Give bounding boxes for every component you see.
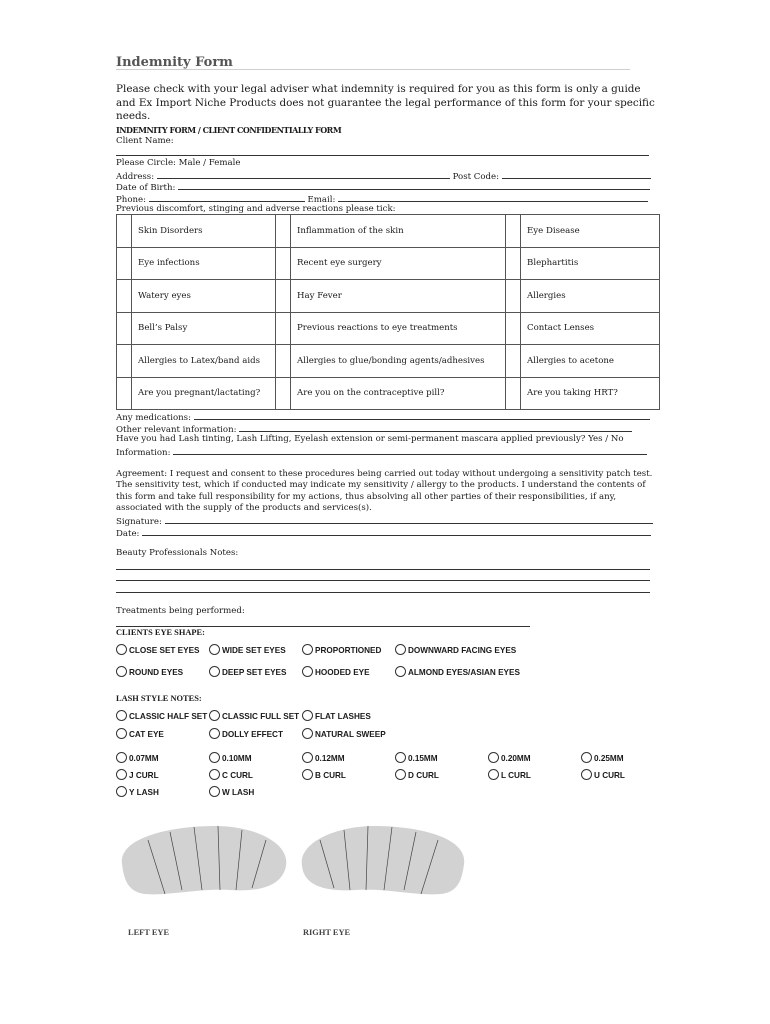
eye-shape-option[interactable]	[209, 644, 286, 657]
condition-cell: Blephartitis	[521, 247, 660, 280]
option-label: DEEP SET EYES	[222, 668, 287, 677]
tick-box[interactable]	[117, 312, 132, 345]
option-label: CLOSE SET EYES	[129, 646, 200, 655]
condition-cell: Bell’s Palsy	[132, 312, 276, 345]
option-label: L CURL	[501, 771, 531, 780]
phone-label: Phone:	[116, 195, 147, 205]
tick-box[interactable]	[117, 377, 132, 410]
option-label: U CURL	[594, 771, 625, 780]
address-field[interactable]	[157, 170, 450, 179]
radio-icon	[302, 752, 313, 763]
condition-cell: Are you pregnant/lactating?	[132, 377, 276, 410]
lash-type-option[interactable]	[116, 786, 159, 799]
radio-icon	[209, 728, 220, 739]
information-label: Information:	[116, 448, 171, 458]
lash-history-question: Have you had Lash tinting, Lash Lifting, Eyelash extension or semi-permanent mascara applied previously? Yes / No	[116, 434, 624, 444]
option-label: DOWNWARD FACING EYES	[408, 646, 517, 655]
condition-cell: Allergies to Latex/band aids	[132, 345, 276, 378]
lash-style-option[interactable]	[302, 710, 371, 723]
option-label: W LASH	[222, 788, 255, 797]
option-label: D CURL	[408, 771, 439, 780]
radio-icon	[302, 769, 313, 780]
option-label: 0.10MM	[222, 754, 252, 763]
tick-box[interactable]	[117, 345, 132, 378]
condition-cell: Hay Fever	[291, 280, 506, 313]
curl-option[interactable]	[488, 769, 531, 782]
gender-label: Please Circle: Male / Female	[116, 158, 241, 168]
email-label: Email:	[307, 195, 336, 205]
option-label: FLAT LASHES	[315, 712, 371, 721]
radio-icon	[581, 752, 592, 763]
title-divider	[116, 69, 630, 70]
radio-icon	[209, 769, 220, 780]
table-row	[117, 280, 660, 313]
radio-icon	[116, 666, 127, 677]
option-label: ROUND EYES	[129, 668, 184, 677]
tick-box[interactable]	[506, 247, 521, 280]
date-field[interactable]	[142, 527, 651, 536]
option-label: WIDE SET EYES	[222, 646, 286, 655]
radio-icon	[488, 752, 499, 763]
radio-icon	[116, 728, 127, 739]
tick-box[interactable]	[276, 312, 291, 345]
option-label: 0.20MM	[501, 754, 531, 763]
thickness-option[interactable]	[488, 752, 531, 765]
thickness-option[interactable]	[116, 752, 159, 765]
lash-style-heading: LASH STYLE NOTES:	[116, 694, 202, 703]
option-label: DOLLY EFFECT	[222, 730, 283, 739]
dob-label: Date of Birth:	[116, 183, 176, 193]
radio-icon	[116, 710, 127, 721]
medications-label: Any medications:	[116, 413, 191, 423]
curl-option[interactable]	[302, 769, 346, 782]
option-label: 0.12MM	[315, 754, 345, 763]
radio-icon	[581, 769, 592, 780]
radio-icon	[302, 710, 313, 721]
radio-icon	[302, 728, 313, 739]
radio-icon	[302, 666, 313, 677]
option-label: Y LASH	[129, 788, 159, 797]
form-heading: INDEMNITY FORM / CLIENT CONFIDENTIALLY FORM	[116, 125, 342, 135]
tick-box[interactable]	[506, 345, 521, 378]
condition-cell: Previous reactions to eye treatments	[291, 312, 506, 345]
thickness-option[interactable]	[395, 752, 438, 765]
option-label: ALMOND EYES/ASIAN EYES	[408, 668, 520, 677]
eye-shape-option[interactable]	[302, 644, 381, 657]
tick-box[interactable]	[506, 377, 521, 410]
table-row	[117, 312, 660, 345]
right-eye-label: RIGHT EYE	[303, 928, 351, 937]
notes-line[interactable]	[116, 569, 650, 570]
date-label: Date:	[116, 529, 140, 539]
radio-icon	[209, 666, 220, 677]
right-eye-pad[interactable]	[302, 826, 465, 894]
option-label: 0.25MM	[594, 754, 624, 763]
table-row	[117, 247, 660, 280]
option-label: HOODED EYE	[315, 668, 370, 677]
tick-box[interactable]	[276, 247, 291, 280]
radio-icon	[209, 710, 220, 721]
radio-icon	[116, 769, 127, 780]
table-row	[117, 215, 660, 248]
other-info-field[interactable]	[239, 423, 632, 432]
condition-cell: Contact Lenses	[521, 312, 660, 345]
thickness-option[interactable]	[581, 752, 624, 765]
option-label: CLASSIC HALF SET	[129, 712, 208, 721]
lash-style-option[interactable]	[116, 710, 207, 723]
radio-icon	[395, 644, 406, 655]
lash-style-option[interactable]	[209, 728, 283, 741]
tick-box[interactable]	[276, 280, 291, 313]
agreement-paragraph: Agreement: I request and consent to these procedures being carried out today without undergoing a sensitivity patch test. The sensitivity test, which if conducted may indicate my sensitivity / allergy to the products. I understand the contents of this form and take full responsibility for my actions, thus absolving all other parties of their responsibilities, if any, associated with the supply of the products and services(s).	[116, 469, 653, 513]
tick-box[interactable]	[276, 215, 291, 248]
tick-box[interactable]	[276, 345, 291, 378]
thickness-option[interactable]	[302, 752, 345, 765]
treatments-label: Treatments being performed:	[116, 606, 245, 616]
condition-cell: Are you taking HRT?	[521, 377, 660, 410]
radio-icon	[209, 644, 220, 655]
option-label: PROPORTIONED	[315, 646, 382, 655]
condition-cell: Are you on the contraceptive pill?	[291, 377, 506, 410]
condition-cell: Allergies	[521, 280, 660, 313]
eye-shape-option[interactable]	[116, 644, 200, 657]
condition-cell: Allergies to acetone	[521, 345, 660, 378]
eye-shape-option[interactable]	[116, 666, 183, 679]
option-label: CLASSIC FULL SET	[222, 712, 300, 721]
tick-box[interactable]	[506, 215, 521, 248]
radio-icon	[116, 644, 127, 655]
radio-icon	[116, 786, 127, 797]
client-name-field[interactable]	[116, 155, 649, 156]
phone-field[interactable]	[149, 193, 305, 202]
medications-field[interactable]	[194, 411, 650, 420]
condition-cell: Allergies to glue/bonding agents/adhesives	[291, 345, 506, 378]
tick-box[interactable]	[117, 247, 132, 280]
eye-shape-option[interactable]	[302, 666, 370, 679]
left-eye-label: LEFT EYE	[128, 928, 170, 937]
curl-option[interactable]	[209, 769, 253, 782]
curl-option[interactable]	[116, 769, 159, 782]
option-label: CAT EYE	[129, 730, 164, 739]
radio-icon	[395, 769, 406, 780]
table-row	[117, 377, 660, 410]
condition-cell: Watery eyes	[132, 280, 276, 313]
post-code-field[interactable]	[502, 170, 651, 179]
notes-line[interactable]	[116, 592, 650, 593]
email-field[interactable]	[338, 193, 648, 202]
radio-icon	[116, 752, 127, 763]
eye-shape-option[interactable]	[209, 666, 286, 679]
treatments-field[interactable]	[116, 626, 530, 627]
information-row	[116, 446, 652, 459]
tick-box[interactable]	[117, 280, 132, 313]
condition-cell: Eye infections	[132, 247, 276, 280]
other-info-label: Other relevant information:	[116, 425, 237, 435]
tick-box[interactable]	[117, 215, 132, 248]
intro-paragraph: Please check with your legal adviser what indemnity is required for you as this form is only a guide and Ex Import Niche Products does not guarantee the legal performance of this form for your specific needs.	[116, 83, 655, 122]
condition-cell: Recent eye surgery	[291, 247, 506, 280]
eye-shape-option[interactable]	[395, 666, 520, 679]
curl-option[interactable]	[395, 769, 439, 782]
option-label: B CURL	[315, 771, 346, 780]
tick-box[interactable]	[276, 377, 291, 410]
tick-box[interactable]	[506, 312, 521, 345]
radio-icon	[209, 786, 220, 797]
eye-shape-heading: CLIENTS EYE SHAPE:	[116, 628, 205, 637]
option-label: 0.07MM	[129, 754, 159, 763]
client-name-label: Client Name:	[116, 136, 174, 146]
notes-line[interactable]	[116, 580, 650, 581]
radio-icon	[209, 752, 220, 763]
left-eye-pad[interactable]	[122, 826, 287, 894]
thickness-option[interactable]	[209, 752, 252, 765]
radio-icon	[395, 666, 406, 677]
option-label: NATURAL SWEEP	[315, 730, 386, 739]
option-label: C CURL	[222, 771, 253, 780]
signature-field[interactable]	[165, 515, 653, 524]
lash-style-option[interactable]	[209, 710, 299, 723]
date-row	[116, 527, 652, 540]
previous-discomfort-label: Previous discomfort, stinging and adverse reactions please tick:	[116, 204, 396, 214]
conditions-table	[116, 214, 660, 410]
condition-cell: Inflammation of the skin	[291, 215, 506, 248]
condition-cell: Skin Disorders	[132, 215, 276, 248]
option-label: J CURL	[129, 771, 159, 780]
lash-style-option[interactable]	[302, 728, 386, 741]
radio-icon	[395, 752, 406, 763]
lash-style-option[interactable]	[116, 728, 164, 741]
eye-shape-option[interactable]	[395, 644, 516, 657]
dob-field[interactable]	[178, 181, 650, 190]
condition-cell: Eye Disease	[521, 215, 660, 248]
page-title: Indemnity Form	[116, 55, 233, 70]
beauty-notes-label: Beauty Professionals Notes:	[116, 548, 239, 558]
eye-pad-diagrams	[110, 818, 490, 898]
post-code-label: Post Code:	[452, 172, 500, 182]
radio-icon	[488, 769, 499, 780]
address-label: Address:	[116, 172, 155, 182]
radio-icon	[302, 644, 313, 655]
signature-label: Signature:	[116, 517, 162, 527]
tick-box[interactable]	[506, 280, 521, 313]
lash-type-option[interactable]	[209, 786, 254, 799]
information-field[interactable]	[173, 446, 647, 455]
curl-option[interactable]	[581, 769, 625, 782]
table-row	[117, 345, 660, 378]
option-label: 0.15MM	[408, 754, 438, 763]
